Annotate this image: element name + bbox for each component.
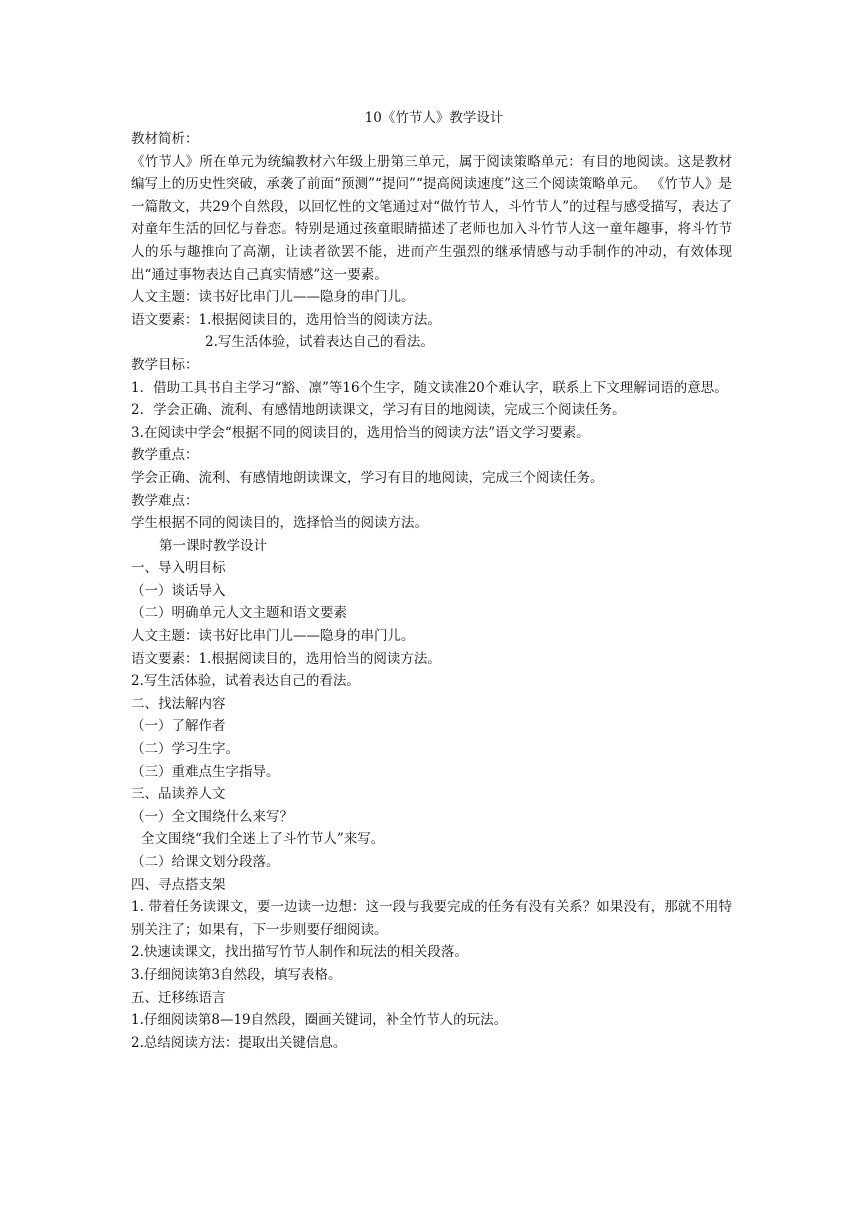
section-item: 2.总结阅读方法：提取出关键信息。 xyxy=(131,1034,347,1051)
section-item: （二）给课文划分段落。 xyxy=(131,854,280,870)
section-heading-5: 五、迁移练语言 xyxy=(131,989,226,1006)
analysis-paragraph: 《竹节人》所在单元为统编教材六年级上册第三单元，属于阅读策略单元：有目的地阅读。这是教材编写上的历史性突破，承袭了前面“预测”“提问”“提高阅读速度”这三个阅读策略单元。 《竹节人》是一篇散文，共29个自然段，以回忆性的文笔通过对“做竹节人，斗竹节人”的过程与感受描写，表达了对童年生活的回忆与眷恋。特别是通过孩童眼睛描述了老师也加入斗竹节人这一童年趣事，将斗竹节人的乐与趣推向了高潮，让读者欲罢不能，进而产生强烈的继承情感与动手制作的冲动，有效体现出“通过事物表达自己真实情感”这一要素。 xyxy=(131,153,732,283)
difficulty-text: 学生根据不同的阅读目的，选择恰当的阅读方法。 xyxy=(131,515,428,532)
section-heading-4: 四、寻点搭支架 xyxy=(131,876,226,893)
section-heading-2: 二、找法解内容 xyxy=(131,695,226,712)
goal-item-1: 1．借助工具书自主学习“豁、凛”等16个生字，随文读准20个难认字，联系上下文理解词语的意思。 xyxy=(131,379,728,396)
section-item: 1.仔细阅读第8—19自然段，圈画关键词，补全竹节人的玩法。 xyxy=(131,1012,508,1029)
section-item: 3.仔细阅读第3自然段，填写表格。 xyxy=(131,966,342,983)
language-element-1-repeat: 语文要素：1.根据阅读目的，选用恰当的阅读方法。 xyxy=(131,650,441,667)
section-item: （一）全文围绕什么来写？ xyxy=(131,808,293,825)
document-body xyxy=(131,128,732,1054)
goals-heading: 教学目标： xyxy=(131,356,199,373)
section-item: （一）了解作者 xyxy=(131,718,226,735)
language-element-2-repeat: 2.写生活体验，试着表达自己的看法。 xyxy=(131,673,360,690)
section-heading-3: 三、品读养人文 xyxy=(131,786,226,803)
section-heading-1: 一、导入明目标 xyxy=(131,560,226,577)
language-element-1: 语文要素：1.根据阅读目的，选用恰当的阅读方法。 xyxy=(131,311,441,328)
unit-theme: 人文主题：读书好比串门儿——隐身的串门儿。 xyxy=(131,289,415,306)
document-title: 10《竹节人》教学设计 xyxy=(364,110,504,126)
analysis-heading: 教材简析： xyxy=(131,131,199,147)
lesson-title: 第一课时教学设计 xyxy=(159,537,267,554)
section-item: （二）明确单元人文主题和语文要素 xyxy=(131,605,347,622)
goal-item-3: 3.在阅读中学会“根据不同的阅读目的，选用恰当的阅读方法”语文学习要素。 xyxy=(131,424,590,441)
key-points-heading: 教学重点： xyxy=(131,447,199,464)
unit-theme-repeat: 人文主题：读书好比串门儿——隐身的串门儿。 xyxy=(131,628,415,645)
section-item: （一）谈话导入 xyxy=(131,582,226,599)
section-item: 1. 带着任务读课文，要一边读一边想：这一段与我要完成的任务有没有关系？如果没有，那就不用特别关注了；如果有，下一步则要仔细阅读。 xyxy=(131,899,732,938)
section-item: （二）学习生字。 xyxy=(131,741,239,758)
section-item: 2.快速读课文，找出描写竹节人制作和玩法的相关段落。 xyxy=(131,944,468,961)
key-points-text: 学会正确、流利、有感情地朗读课文，学习有目的地阅读，完成三个阅读任务。 xyxy=(131,469,604,486)
difficulty-heading: 教学难点： xyxy=(131,492,199,509)
section-answer: 全文围绕“我们全迷上了斗竹节人”来写。 xyxy=(141,831,385,848)
section-item: （三）重难点生字指导。 xyxy=(131,763,280,780)
goal-item-2: 2．学会正确、流利、有感情地朗读课文，学习有目的地阅读，完成三个阅读任务。 xyxy=(131,402,626,419)
language-element-2: 2.写生活体验，试着表达自己的看法。 xyxy=(205,334,434,351)
